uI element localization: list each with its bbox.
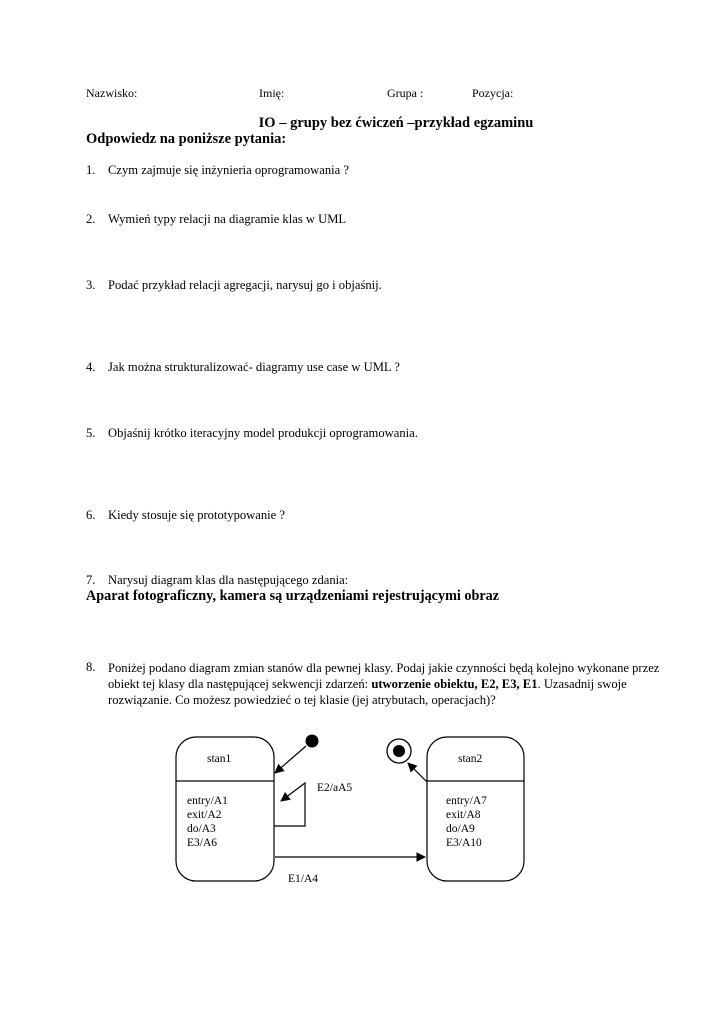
group-label: Grupa : [387, 86, 424, 100]
state-stan1-action: exit/A2 [187, 809, 222, 821]
self-transition-arrow [274, 783, 305, 826]
question-text: Podać przykład relacji agregacji, narysuj go i objaśnij. [108, 278, 382, 292]
question-text: Objaśnij krótko iteracyjny model produkcji oprogramowania. [108, 426, 418, 440]
final-state-dot [393, 745, 405, 757]
state-stan2-action: exit/A8 [446, 809, 481, 821]
question-number: 7. [86, 573, 96, 587]
state-stan2-action: do/A9 [446, 823, 475, 835]
question-8-text-before: Poniżej podano diagram zmian stanów dla pewnej klasy. Podaj jakie czynności będą kolejno wykonane przez obiekt tej klasy dla następującej sekwencji zdarzeń: [108, 661, 660, 691]
question-number: 6. [86, 508, 96, 522]
question-number: 8. [86, 660, 96, 674]
surname-label: Nazwisko: [86, 86, 138, 100]
state-stan2 [427, 737, 524, 881]
position-label: Pozycja: [472, 86, 514, 100]
event-sequence: utworzenie obiektu, E2, E3, E1 [371, 677, 538, 691]
final-transition-arrow [408, 763, 427, 782]
question-number: 3. [86, 278, 96, 292]
state-stan2-name: stan2 [458, 753, 483, 765]
question-text: Kiedy stosuje się prototypowanie ? [108, 508, 285, 522]
question-8-text-after: . Uzasadnij swoje rozwiązanie. Co możesz powiedzieć o tej klasie (jej atrybutach, operacjach)? [108, 677, 627, 707]
question-text: Jak można strukturalizować- diagramy use case w UML ? [108, 360, 400, 374]
state-stan2-action: E3/A10 [446, 837, 482, 849]
question-text: Czym zajmuje się inżynieria oprogramowania ? [108, 163, 349, 177]
question-number: 5. [86, 426, 96, 440]
transition-e1-label: E1/A4 [288, 873, 319, 885]
initial-state-dot [306, 735, 319, 748]
self-transition-label: E2/aA5 [317, 782, 353, 794]
state-stan2-action: entry/A7 [446, 795, 487, 807]
state-stan1-action: E3/A6 [187, 837, 218, 849]
question-7-sentence: Aparat fotograficzny, kamera są urządzeniami rejestrującymi obraz [86, 588, 500, 604]
question-number: 4. [86, 360, 96, 374]
instructions-heading: Odpowiedz na poniższe pytania: [86, 131, 287, 147]
name-label: Imię: [259, 86, 285, 100]
question-number: 2. [86, 212, 96, 226]
state-stan1 [176, 737, 274, 881]
state-stan1-action: entry/A1 [187, 795, 228, 807]
state-stan1-name: stan1 [207, 753, 232, 765]
exam-title: IO – grupy bez ćwiczeń –przykład egzaminu [258, 115, 534, 131]
initial-transition-arrow [275, 746, 306, 773]
state-stan1-action: do/A3 [187, 823, 216, 835]
question-number: 1. [86, 163, 96, 177]
question-text: Narysuj diagram klas dla następującego zdania: [108, 573, 349, 587]
question-text: Wymień typy relacji na diagramie klas w UML [108, 212, 347, 226]
